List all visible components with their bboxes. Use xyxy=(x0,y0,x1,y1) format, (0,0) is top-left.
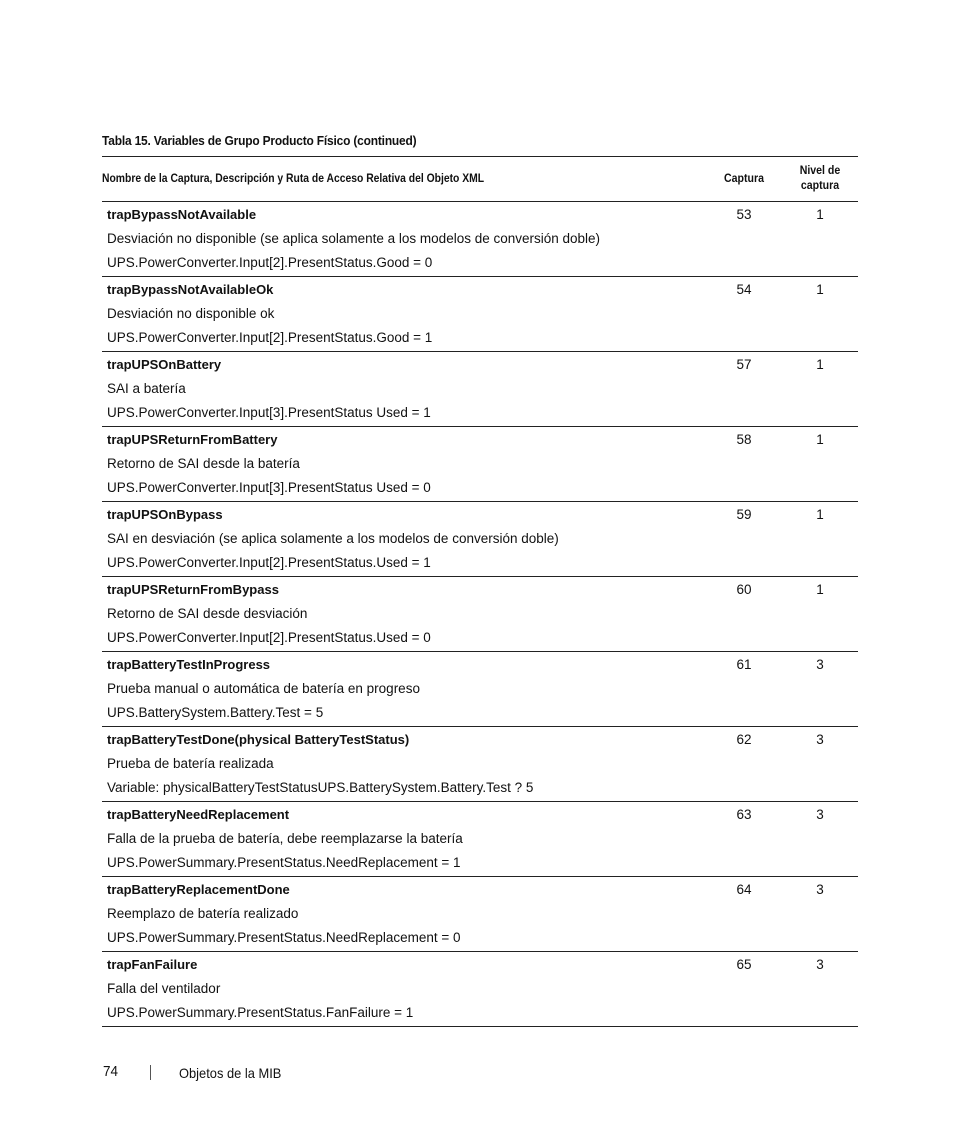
trap-level: 3 xyxy=(816,882,824,897)
trap-name: trapBatteryReplacementDone xyxy=(107,882,290,897)
trap-capture: 58 xyxy=(736,432,752,447)
table-title: Tabla 15. Variables de Grupo Producto Físico (continued) xyxy=(102,133,417,148)
trap-capture: 62 xyxy=(736,732,752,747)
trap-description: Desviación no disponible ok xyxy=(107,306,275,321)
trap-description: Reemplazo de batería realizado xyxy=(107,906,299,921)
trap-description: Prueba manual o automática de batería en progreso xyxy=(107,681,420,696)
trap-capture: 65 xyxy=(736,957,752,972)
header-level xyxy=(785,164,855,194)
trap-xml-path: UPS.BatterySystem.Battery.Test = 5 xyxy=(107,705,324,720)
trap-name: trapUPSOnBattery xyxy=(107,357,222,372)
table-row xyxy=(102,577,858,652)
footer-divider xyxy=(150,1065,151,1080)
trap-capture: 59 xyxy=(736,507,752,522)
trap-description: Desviación no disponible (se aplica solamente a los modelos de conversión doble) xyxy=(107,231,601,246)
table-row xyxy=(102,802,858,877)
table-row xyxy=(102,652,858,727)
trap-xml-path: UPS.PowerConverter.Input[3].PresentStatus Used = 1 xyxy=(107,405,431,420)
trap-xml-path: UPS.PowerSummary.PresentStatus.FanFailure = 1 xyxy=(107,1005,414,1020)
trap-name: trapUPSReturnFromBypass xyxy=(107,582,279,597)
traps-table xyxy=(102,156,858,1027)
trap-name: trapUPSReturnFromBattery xyxy=(107,432,278,447)
table-row xyxy=(102,277,858,352)
trap-level: 1 xyxy=(816,432,824,447)
trap-xml-path: UPS.PowerSummary.PresentStatus.NeedReplacement = 0 xyxy=(107,930,461,945)
trap-description: Prueba de batería realizada xyxy=(107,756,274,771)
table-row xyxy=(102,427,858,502)
trap-name: trapBypassNotAvailableOk xyxy=(107,282,274,297)
table-row xyxy=(102,502,858,577)
trap-xml-path: UPS.PowerSummary.PresentStatus.NeedReplacement = 1 xyxy=(107,855,461,870)
trap-description: Retorno de SAI desde la batería xyxy=(107,456,300,471)
trap-name: trapBatteryTestDone(physical BatteryTestStatus) xyxy=(107,732,410,747)
footer-section-title: Objetos de la MIB xyxy=(179,1065,282,1081)
trap-xml-path: Variable: physicalBatteryTestStatusUPS.BatterySystem.Battery.Test ? 5 xyxy=(107,780,534,795)
table-row xyxy=(102,877,858,952)
trap-capture: 61 xyxy=(736,657,752,672)
table-row xyxy=(102,727,858,802)
trap-name: trapBatteryTestInProgress xyxy=(107,657,271,672)
trap-level: 1 xyxy=(816,207,824,222)
trap-level: 1 xyxy=(816,282,824,297)
table-row xyxy=(102,352,858,427)
trap-name: trapUPSOnBypass xyxy=(107,507,223,522)
trap-xml-path: UPS.PowerConverter.Input[3].PresentStatus Used = 0 xyxy=(107,480,431,495)
trap-description: SAI a batería xyxy=(107,381,186,396)
trap-xml-path: UPS.PowerConverter.Input[2].PresentStatus.Good = 0 xyxy=(107,255,433,270)
header-level-line1: Nivel de xyxy=(799,165,841,177)
trap-xml-path: UPS.PowerConverter.Input[2].PresentStatus.Good = 1 xyxy=(107,330,433,345)
trap-level: 3 xyxy=(816,732,824,747)
trap-description: Falla del ventilador xyxy=(107,981,221,996)
trap-xml-path: UPS.PowerConverter.Input[2].PresentStatus.Used = 0 xyxy=(107,630,431,645)
table-header xyxy=(102,157,858,202)
trap-xml-path: UPS.PowerConverter.Input[2].PresentStatus.Used = 1 xyxy=(107,555,431,570)
trap-level: 3 xyxy=(816,957,824,972)
trap-capture: 54 xyxy=(736,282,752,297)
trap-name: trapBatteryNeedReplacement xyxy=(107,807,290,822)
page-number: 74 xyxy=(103,1063,119,1080)
trap-description: Retorno de SAI desde desviación xyxy=(107,606,308,621)
trap-level: 3 xyxy=(816,807,824,822)
header-capture: Captura xyxy=(724,173,764,185)
trap-capture: 63 xyxy=(736,807,752,822)
trap-capture: 57 xyxy=(736,357,752,372)
trap-description: SAI en desviación (se aplica solamente a los modelos de conversión doble) xyxy=(107,531,559,546)
trap-name: trapBypassNotAvailable xyxy=(107,207,257,222)
trap-description: Falla de la prueba de batería, debe reemplazarse la batería xyxy=(107,831,463,846)
trap-level: 1 xyxy=(816,582,824,597)
trap-name: trapFanFailure xyxy=(107,957,198,972)
table-row xyxy=(102,952,858,1027)
header-level-line2: captura xyxy=(800,180,840,192)
trap-capture: 53 xyxy=(736,207,752,222)
trap-level: 3 xyxy=(816,657,824,672)
trap-capture: 64 xyxy=(736,882,752,897)
header-name: Nombre de la Captura, Descripción y Ruta de Acceso Relativa del Objeto XML xyxy=(102,173,485,185)
trap-level: 1 xyxy=(816,507,824,522)
trap-capture: 60 xyxy=(736,582,752,597)
table-row xyxy=(102,202,858,277)
trap-level: 1 xyxy=(816,357,824,372)
